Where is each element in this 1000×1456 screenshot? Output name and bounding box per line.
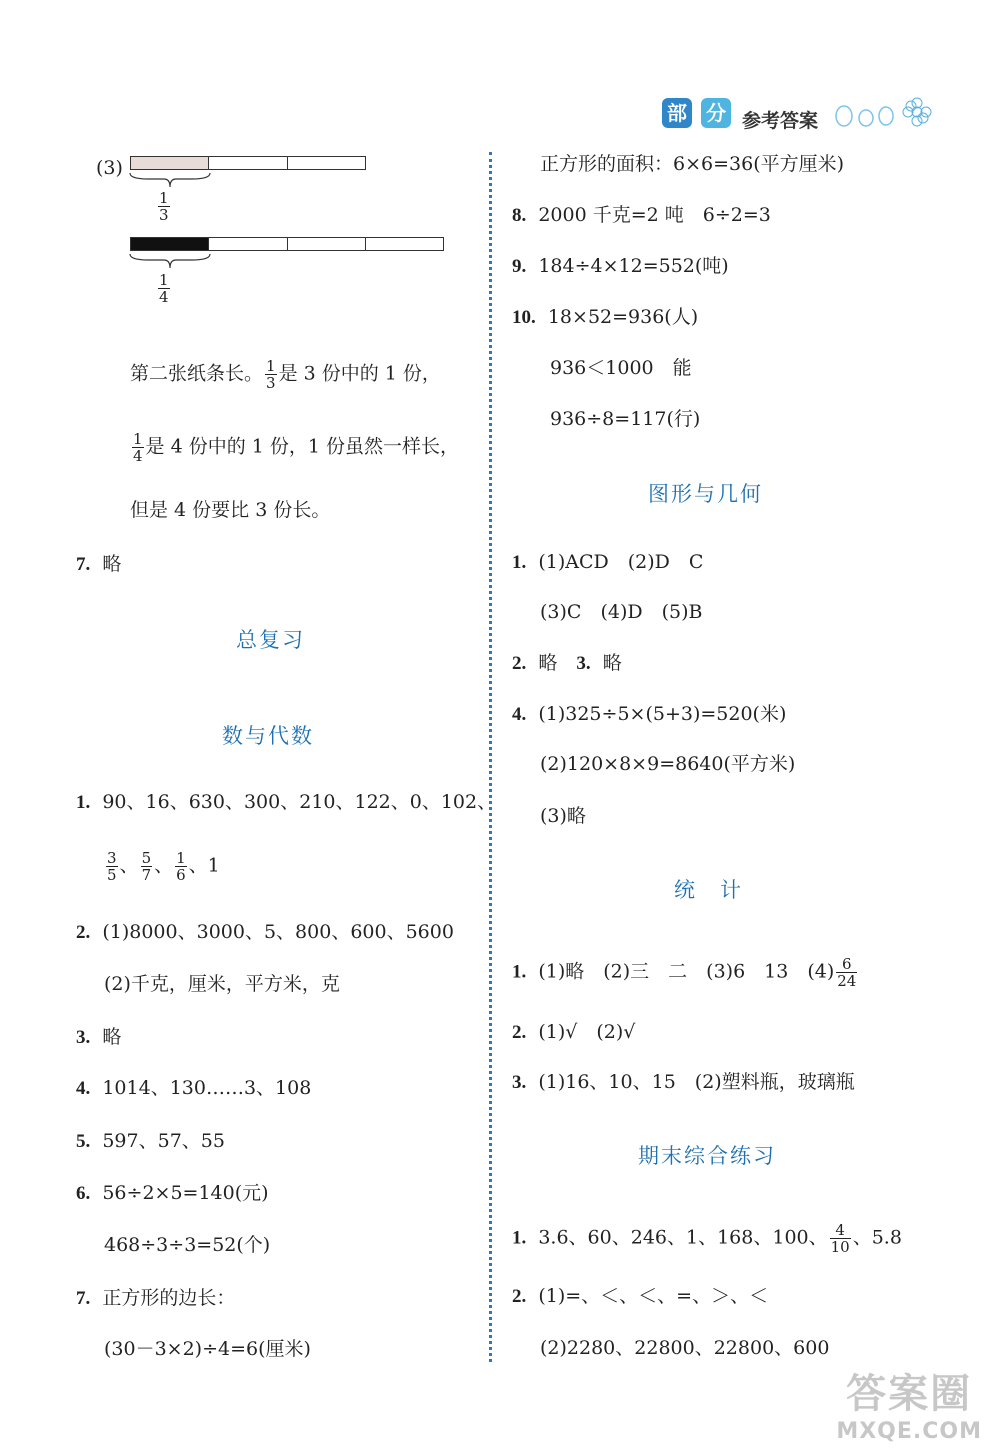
column-divider bbox=[489, 152, 492, 1362]
flower-decoration-icon bbox=[832, 94, 942, 134]
answer-g-4: 4. (1)325÷5×(5+3)=520(米) bbox=[512, 703, 787, 725]
answer-s-3: 3. (1)16、10、15 (2)塑料瓶，玻璃瓶 bbox=[512, 1071, 855, 1093]
fraction-1-3: $\frac{1}{3}$ bbox=[159, 189, 169, 224]
watermark-url: MXQE.COM bbox=[836, 1419, 982, 1444]
answer-na-7: 7. 正方形的边长： bbox=[76, 1287, 236, 1309]
section-title-statistics: 统 计 bbox=[674, 878, 743, 902]
answer-10: 10. 18×52=936(人) bbox=[512, 306, 699, 328]
section-title-final-practice: 期末综合练习 bbox=[638, 1144, 776, 1168]
answer-square-area: 正方形的面积：6×6=36(平方厘米) bbox=[540, 153, 845, 175]
answer-8: 8. 2000 千克=2 吨 6÷2=3 bbox=[512, 204, 771, 226]
watermark-logo bbox=[836, 1362, 982, 1444]
answer-10c: 936÷8=117(行) bbox=[550, 408, 701, 430]
brace-thirds bbox=[128, 171, 212, 189]
answer-7: 7. 略 bbox=[76, 553, 122, 575]
answer-na-5: 5. 597、57、55 bbox=[76, 1130, 225, 1152]
answer-na-1: 1. 90、16、630、300、210、122、0、102、 bbox=[76, 791, 497, 813]
answer-g-4b: (2)120×8×9=8640(平方米) bbox=[540, 753, 796, 775]
answer-f-2b: (2)2280、22800、22800、600 bbox=[540, 1337, 830, 1359]
answer-na-1-fractions: $\frac{3}{5}$ 、 $\frac{5}{7}$ 、 $\frac{1}{6}$ 、1 bbox=[107, 849, 220, 884]
answer-na-7b: (30－3×2)÷4=6(厘米) bbox=[104, 1338, 311, 1360]
section-title-number-algebra: 数与代数 bbox=[222, 724, 314, 748]
section-title-review: 总复习 bbox=[236, 628, 305, 652]
answer-s-1: 1. (1)略 (2)三 二 (3)6 13 (4) $\frac{6}{24}$ bbox=[512, 955, 857, 990]
section-title-geometry: 图形与几何 bbox=[648, 482, 763, 506]
header-badge bbox=[662, 98, 731, 128]
paper-strip-quarters bbox=[130, 237, 444, 251]
explanation-line-1: 第二张纸条长。 $\frac{1}{3}$ 是 3 份中的 1 份， bbox=[130, 357, 441, 392]
answer-g-1: 1. (1)ACD (2)D C bbox=[512, 551, 704, 573]
answer-10b: 936＜1000 能 bbox=[550, 357, 692, 379]
answer-f-2: 2. (1)=、＜、＜、=、＞、＜ bbox=[512, 1285, 769, 1307]
answer-na-3: 3. 略 bbox=[76, 1026, 122, 1048]
answer-na-4: 4. 1014、130……3、108 bbox=[76, 1077, 312, 1099]
item-3-label: (3) bbox=[96, 157, 123, 179]
fraction-1-4: $\frac{1}{4}$ bbox=[159, 271, 169, 306]
explanation-line-2: $\frac{1}{4}$ 是 4 份中的 1 份，1 份虽然一样长， bbox=[133, 430, 460, 465]
answer-na-6b: 468÷3÷3=52(个) bbox=[104, 1234, 271, 1256]
badge-char-1: 部 bbox=[662, 98, 692, 128]
badge-char-2: 分 bbox=[701, 98, 731, 128]
answer-g-4c: (3)略 bbox=[540, 805, 586, 827]
answer-s-2: 2. (1)√ (2)√ bbox=[512, 1021, 636, 1043]
header-title: 参考答案 bbox=[742, 110, 819, 132]
explanation-line-3: 但是 4 份要比 3 份长。 bbox=[130, 499, 331, 521]
answer-na-2b: (2)千克，厘米，平方米，克 bbox=[104, 973, 340, 995]
answer-9: 9. 184÷4×12=552(吨) bbox=[512, 255, 729, 277]
answer-na-2: 2. (1)8000、3000、5、800、600、5600 bbox=[76, 921, 454, 943]
answer-na-6: 6. 56÷2×5=140(元) bbox=[76, 1182, 269, 1204]
paper-strip-thirds bbox=[130, 156, 366, 170]
watermark-title: 答案圈 bbox=[846, 1371, 973, 1417]
answer-f-1: 1. 3.6、60、246、1、168、100、 $\frac{4}{10}$ 、5.8 bbox=[512, 1221, 902, 1256]
answer-g-2-3: 2. 略 3. 略 bbox=[512, 652, 622, 674]
answer-g-1b: (3)C (4)D (5)B bbox=[540, 601, 703, 623]
brace-quarters bbox=[128, 252, 212, 270]
